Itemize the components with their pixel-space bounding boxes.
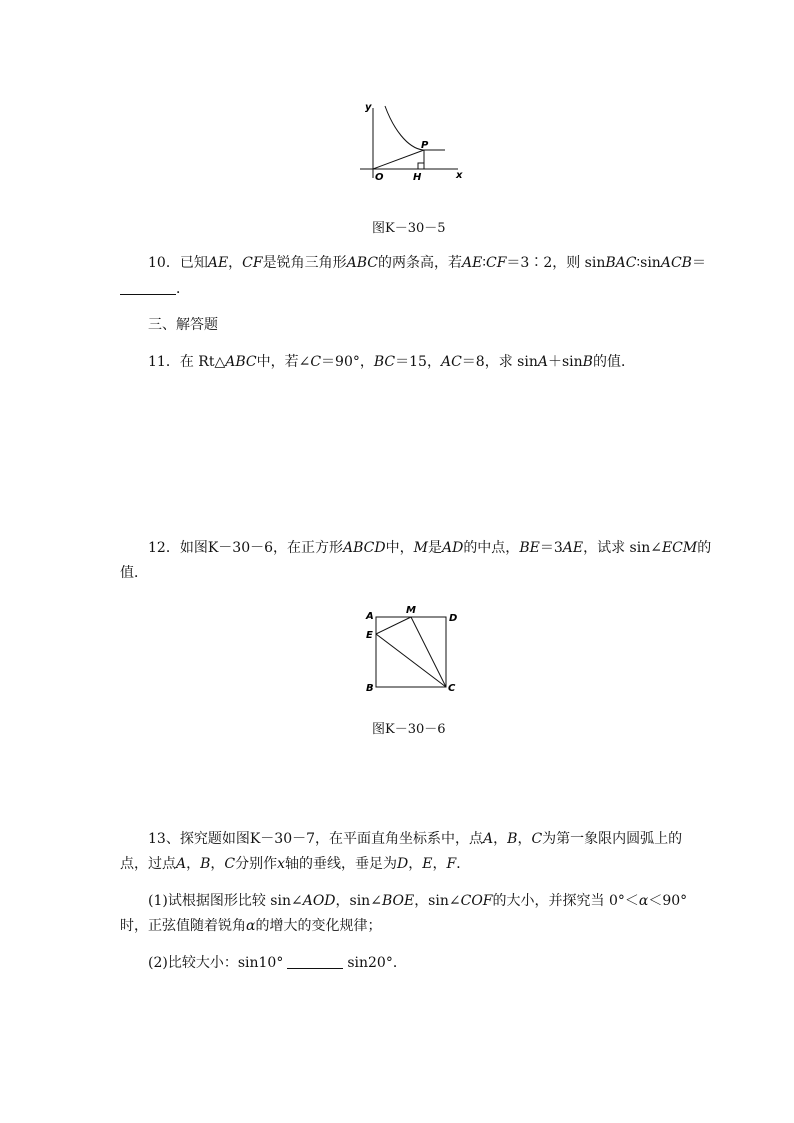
label-h: H xyxy=(413,172,422,183)
label-p: P xyxy=(421,140,429,151)
segment-ec xyxy=(376,634,446,687)
label-y: y xyxy=(365,102,372,113)
label-d: D xyxy=(449,613,458,624)
figure-caption-k-30-5: 图K－30－5 xyxy=(372,221,446,236)
figure-k-30-6 xyxy=(360,600,465,695)
question-13: 13、探究题如图K－30－7，在平面直角坐标系中，点A，B，C为第一象限内圆弧上的 xyxy=(148,831,683,847)
label-a: A xyxy=(366,611,374,622)
question-12-line-2: 值． xyxy=(120,565,148,581)
section-heading: 三、解答题 xyxy=(148,317,218,333)
question-13-line-2: 点，过点A，B，C分别作x轴的垂线，垂足为D，E，F． xyxy=(120,856,471,872)
segment-em xyxy=(376,617,411,634)
hyperbola-curve xyxy=(385,106,445,150)
label-c: C xyxy=(448,683,456,694)
question-12: 12．如图K－30－6，在正方形ABCD中，M是AD的中点，BE＝3AE，试求 sin∠ECM的 xyxy=(148,540,712,556)
answer-blank-13-2[interactable] xyxy=(287,954,343,969)
label-x: x xyxy=(456,170,463,181)
question-11: 11．在 Rt△ABC中，若∠C＝90°，BC＝15，AC＝8，求 sinA＋sinB的值． xyxy=(148,354,635,370)
figure-caption-k-30-6: 图K－30－6 xyxy=(372,722,446,737)
question-13-part-1: (1)试根据图形比较 sin∠AOD，sin∠BOE，sin∠COF的大小，并探究当 0°＜α＜90° xyxy=(148,893,688,909)
right-angle-mark xyxy=(418,163,424,169)
question-13-part-1-line-2: 时，正弦值随着锐角α的增大的变化规律； xyxy=(120,918,382,934)
figure-k-30-5 xyxy=(355,98,470,183)
question-13-part-2: (2)比较大小：sin10° sin20°． xyxy=(148,955,407,971)
label-o: O xyxy=(375,172,384,183)
question-10-answer-line: ． xyxy=(120,279,190,299)
answer-blank-10[interactable] xyxy=(120,280,176,295)
label-e: E xyxy=(366,630,373,641)
segment-mc xyxy=(411,617,446,687)
question-10: 10．已知AE，CF是锐角三角形ABC的两条高，若AE∶CF＝3∶2，则 sinBAC∶sinACB＝ xyxy=(148,255,706,271)
square-abcd xyxy=(376,617,446,687)
label-b: B xyxy=(366,683,374,694)
segment-op xyxy=(373,150,424,169)
label-m: M xyxy=(406,605,416,616)
